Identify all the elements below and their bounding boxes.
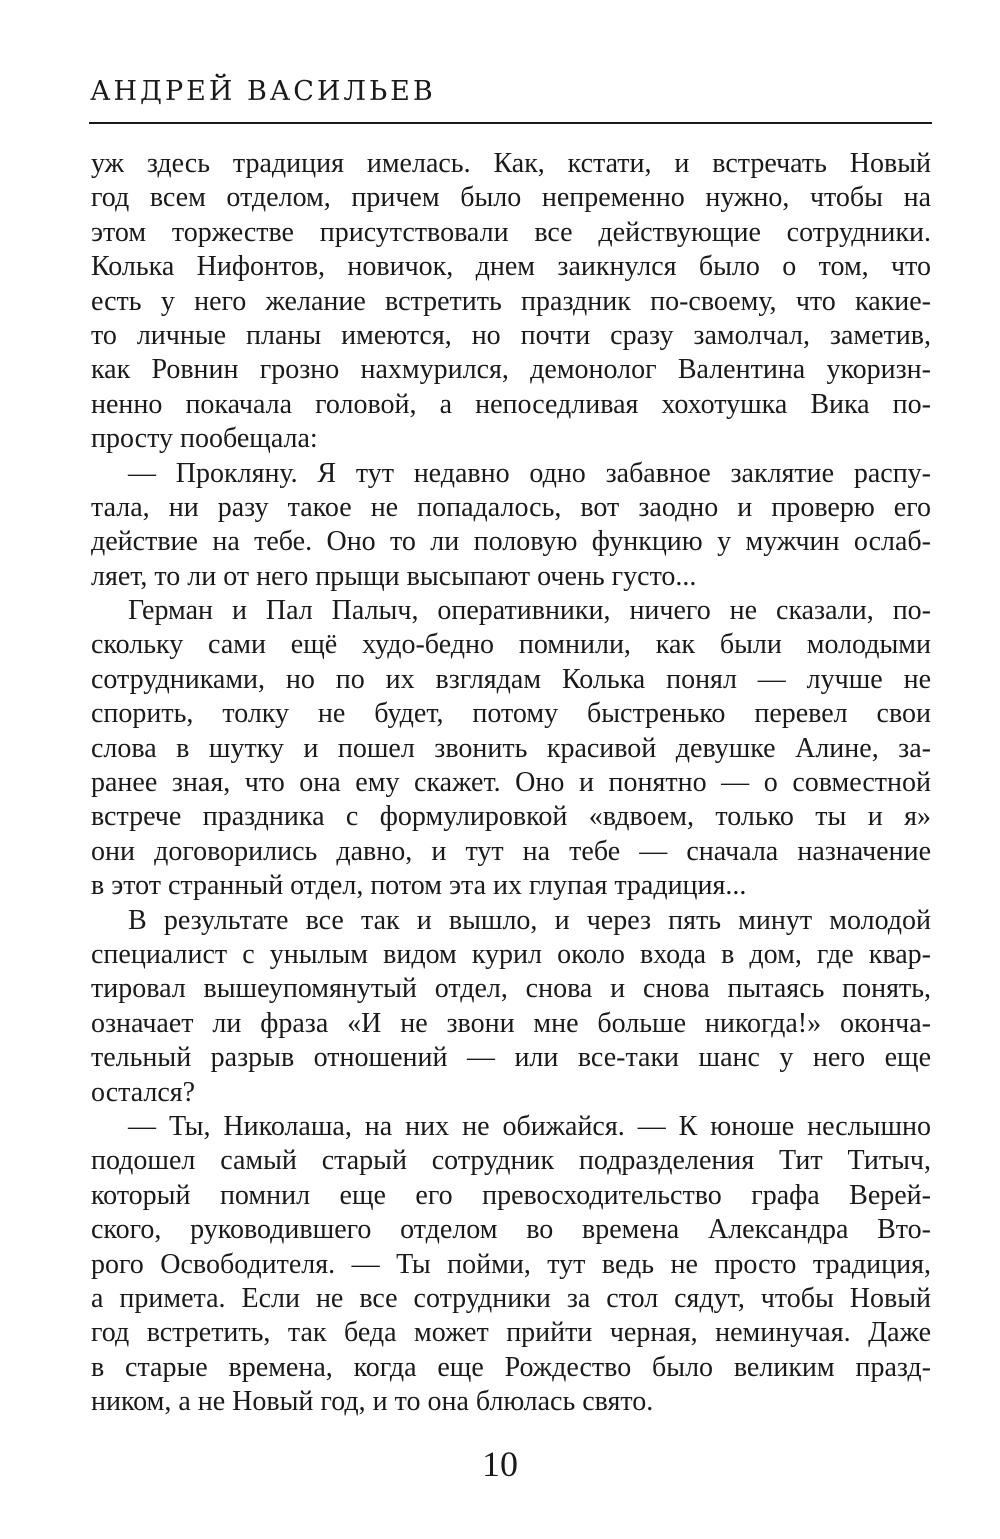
text-line: сотрудниками, но по их взглядам Колька понял — лучше не (91, 663, 931, 695)
text-line: который помнил еще его превосходительство графа Верей- (91, 1179, 931, 1211)
text-line: просту пообещала: (91, 423, 318, 455)
text-line: тировал вышеупомянутый отдел, снова и снова пытаясь понять, (91, 973, 931, 1005)
text-line: тельный разрыв отношений — или все-таки шанс у него еще (91, 1042, 931, 1074)
text-line: — Ты, Николаша, на них не обижайся. — К юноше неслышно (128, 1110, 931, 1142)
body-text (91, 147, 931, 1419)
text-line: как Ровнин грозно нахмурился, демонолог Валентина укоризн- (91, 354, 931, 386)
text-line: ранее зная, что она ему скажет. Оно и понятно — о совместной (91, 767, 931, 799)
text-line: они договорились давно, и тут на тебе — сначала назначение (91, 835, 931, 867)
text-line: в этот странный отдел, потом эта их глупая традиция... (91, 870, 747, 902)
text-line: означает ли фраза «И не звони мне больше никогда!» оконча- (91, 1007, 931, 1039)
text-line: ником, а не Новый год, и то она блюлась свято. (91, 1386, 654, 1418)
text-line: год всем отделом, причем было непременно нужно, чтобы на (91, 182, 931, 214)
text-line: рого Освободителя. — Ты пойми, тут ведь не просто традиция, (91, 1248, 931, 1280)
text-line: — Прокляну. Я тут недавно одно забавное заклятие распу- (128, 457, 931, 489)
text-line: Герман и Пал Палыч, оперативники, ничего не сказали, по- (128, 595, 931, 627)
text-line: ляет, то ли от него прыщи высыпают очень густо... (91, 560, 697, 592)
text-line: остался? (91, 1076, 196, 1108)
text-line: тала, ни разу такое не попадалось, вот заодно и проверю его (91, 491, 931, 523)
running-head: АНДРЕЙ ВАСИЛЬЕВ (90, 76, 436, 107)
text-line: есть у него желание встретить праздник по-своему, что какие- (91, 285, 931, 317)
header-rule (89, 122, 932, 124)
text-line: ненно покачала головой, а непоседливая хохотушка Вика по- (91, 388, 931, 420)
text-line: уж здесь традиция имелась. Как, кстати, и встречать Новый (91, 148, 931, 179)
text-line: встрече праздника с формулировкой «вдвоем, только ты и я» (91, 801, 931, 833)
text-line: скольку сами ещё худо-бедно помнили, как были молодыми (91, 629, 931, 661)
text-line: то личные планы имеются, но почти сразу замолчал, заметив, (91, 319, 931, 351)
text-line: в старые времена, когда еще Рождество было великим празд- (91, 1351, 931, 1383)
text-line: год встретить, так беда может прийти черная, неминучая. Даже (91, 1317, 931, 1349)
text-line: этом торжестве присутствовали все действующие сотрудники. (91, 216, 931, 248)
text-line: специалист с унылым видом курил около входа в дом, где квар- (91, 938, 931, 970)
text-line: подошел самый старый сотрудник подразделения Тит Титыч, (91, 1145, 931, 1177)
text-line: а примета. Если не все сотрудники за стол сядут, чтобы Новый (91, 1282, 931, 1314)
text-line: В результате все так и вышло, и через пять минут молодой (128, 904, 931, 936)
text-line: Колька Нифонтов, новичок, днем заикнулся было о том, что (91, 251, 931, 283)
text-line: слова в шутку и пошел звонить красивой девушке Алине, за- (91, 732, 931, 764)
text-line: ского, руководившего отделом во времена Александра Вто- (91, 1214, 931, 1246)
text-line: действие на тебе. Оно то ли половую функцию у мужчин ослаб- (91, 526, 931, 558)
text-line: спорить, толку не будет, потому быстренько перевел свои (91, 698, 931, 730)
page-number: 10 (482, 1444, 518, 1484)
